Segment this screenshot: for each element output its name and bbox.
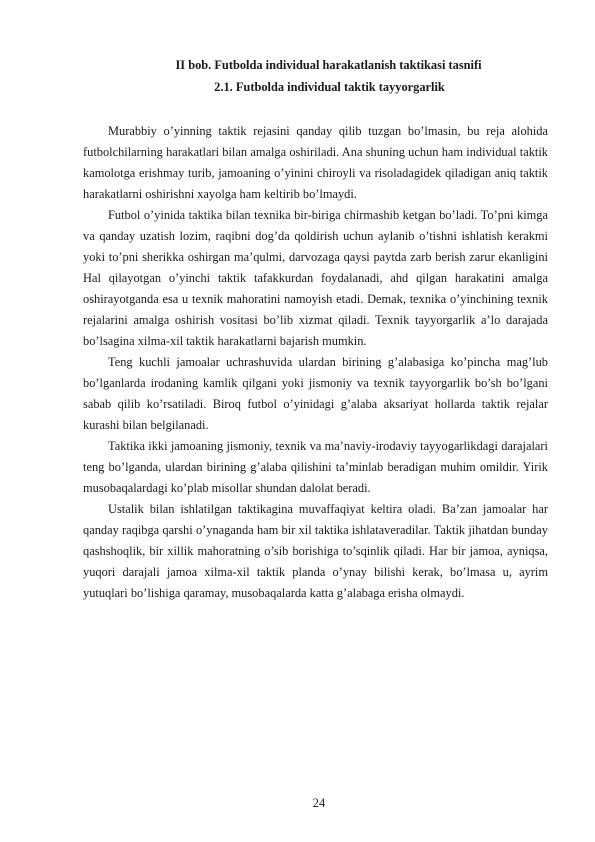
paragraph: Ustalik bilan ishlatilgan taktikagina muvaffaqiyat keltira oladi. Ba’zan jamoalar har qanday raqibga qarshi o’ynaganda ham bir xil taktika ishlataveradilar. Taktik jihatdan bunday qashshoqlik, bir xillik mahoratning o’sib borishiga to’sqinlik qiladi. Har bir jamoa, ayniqsa, yuqori darajali jamoa xilma-xil taktik planda o’ynay bilishi kerak, bo’lmasa u, ayrim yutuqlari bo’lishiga qaramay, musobaqalarda katta g’alabaga erisha olmaydi. <box>83 502 548 600</box>
paragraph: Murabbiy o’yinning taktik rejasini qanday qilib tuzgan bo’lmasin, bu reja alohida futbolchilarning harakatlari bilan amalga oshiriladi. Ana shuning uchun ham individual taktik kamolotga erishmay turib, jamoaning o’yinini chiroyli va risoladagidek qiladigan aniq taktik harakatlarni oshirishni xayolga ham keltirib bo’lmaydi. <box>83 124 548 201</box>
chapter-title: II bob. Futbolda individual harakatlanish taktikasi tasnifi <box>175 58 482 72</box>
section-title: 2.1. Futbolda individual taktik tayyorgarlik <box>214 80 445 94</box>
paragraph: Taktika ikki jamoaning jismoniy, texnik va ma’naviy-irodaviy tayyogarlikdagi darajalari teng bo’lganda, ulardan birining g’alaba qilishini ta’minlab beradigan muhim omildir. Yirik musobaqalardagi ko’plab misollar shundan dalolat beradi. <box>83 439 548 495</box>
page-number: 24 <box>312 796 326 810</box>
body-text <box>83 121 548 604</box>
paragraph: Teng kuchli jamoalar uchrashuvida ulardan birining g’alabasiga ko’pincha mag’lub bo’lganlarda irodaning kamlik qilgani yoki jismoniy va texnik tayyorgarlik bo’sh bo’lgani sabab qilib ko’rsatiladi. Biroq futbol o’yinidagi g’alaba aksariyat hollarda taktik rejalar kurashi bilan belgilanadi. <box>83 355 548 432</box>
paragraph: Futbol o’yinida taktika bilan texnika bir-biriga chirmashib ketgan bo’ladi. To’pni kimga va qanday uzatish lozim, raqibni dog’da qoldirish uchun aylanib o’tishni ishlatish kerakmi yoki to’pni sherikka oshirgan ma’qulmi, darvozaga qaysi paytda zarb berish zarur ekanligini Hal qilayotgan o’yinchi taktik tafakkurdan foydalanadi, ahd qilgan harakatini amalga oshirayotganda esa u texnik mahoratini namoyish etadi. Demak, texnika o’yinchining texnik rejalarini amalga oshirish vositasi bo’lib xizmat qiladi. Texnik tayyorgarlik a’lo darajada bo’lsagina xilma-xil taktik harakatlarni bajarish mumkin. <box>83 208 548 348</box>
